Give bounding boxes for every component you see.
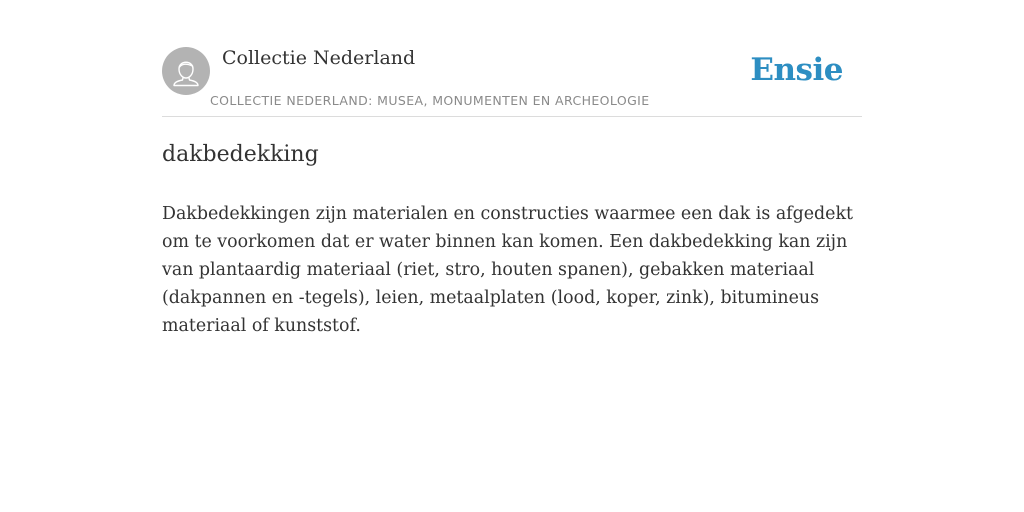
article-body: Dakbedekkingen zijn materialen en constructies waarmee een dak is afgedekt om te voorkomen dat er water binnen kan komen. Een dakbedekking kan zijn van plantaardig materiaal (riet, stro, houten spanen), gebakken materiaal (dakpannen en -tegels), leien, metaalplaten (lood, koper, zink), bitumineus materiaal of kunststof. bbox=[162, 204, 853, 336]
user-silhouette-icon bbox=[162, 47, 210, 95]
author-avatar[interactable] bbox=[162, 47, 210, 95]
article bbox=[162, 136, 864, 340]
article-title: dakbedekking bbox=[162, 142, 319, 167]
author-name-link[interactable]: Collectie Nederland bbox=[222, 47, 416, 69]
ensie-logo-link[interactable]: Ensie bbox=[750, 52, 843, 88]
author-header bbox=[162, 0, 862, 117]
author-description: COLLECTIE NEDERLAND: MUSEA, MONUMENTEN EN ARCHEOLOGIE bbox=[210, 93, 650, 108]
